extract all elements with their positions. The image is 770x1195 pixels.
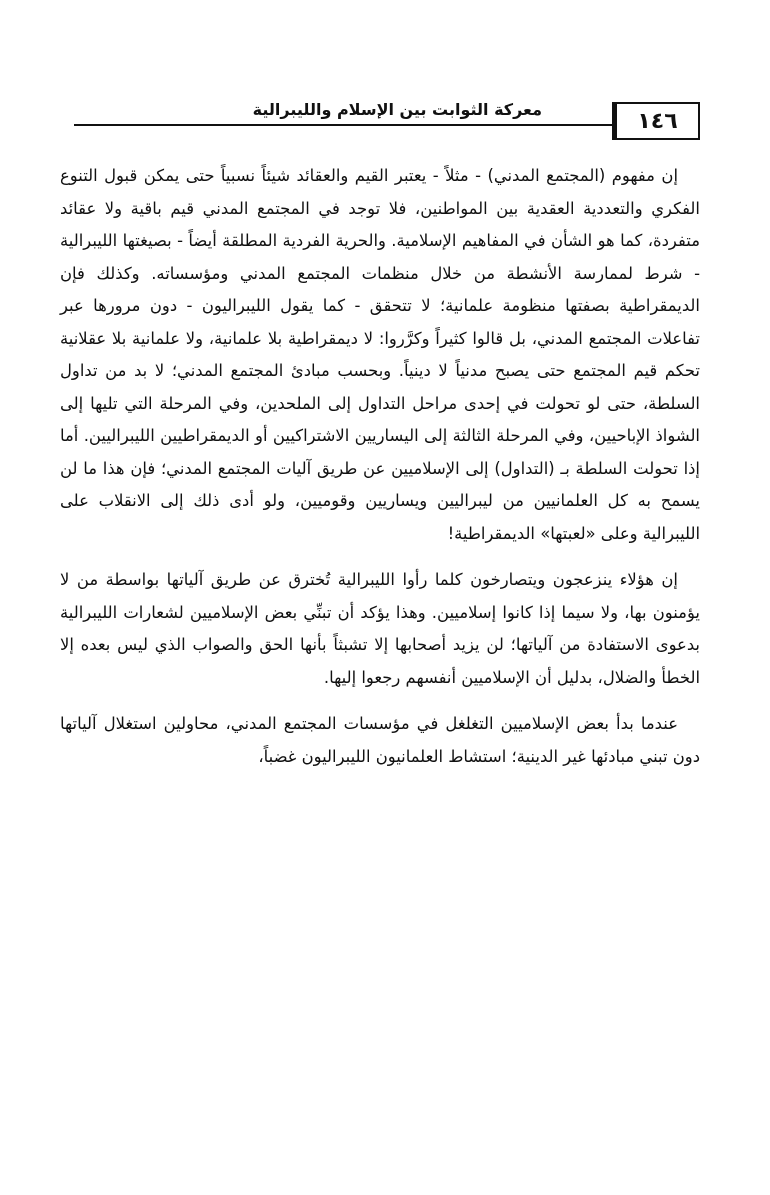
running-title: معركة الثوابت بين الإسلام والليبرالية [252, 100, 542, 119]
page-number: ١٤٦ [612, 102, 700, 140]
paragraph-3: عندما بدأ بعض الإسلاميين التغلغل في مؤسسات المجتمع المدني، محاولين استغلال آلياتها دون تبني مبادئها غير الدينية؛ استشاط العلمانيون الليبراليون غضباً، [60, 714, 700, 766]
paragraph-2: إن هؤلاء ينزعجون ويتصارخون كلما رأوا الليبرالية تُخترق عن طريق آلياتها بواسطة من لا يؤمنون بها، ولا سيما إذا كانوا إسلاميين. وهذا يؤكد أن تبنِّي بعض الإسلاميين لشعارات الليبرالية بدعوى الاستفادة من آلياتها؛ لن يزيد أصحابها إلا تشبثاً بأنها الحق والصواب الذي ليس بعده إلا الخطأ والضلال، بدليل أن الإسلاميين أنفسهم رجعوا إليها. [60, 570, 700, 687]
paragraph-1: إن مفهوم (المجتمع المدني) - مثلاً - يعتبر القيم والعقائد شيئاً نسبياً حتى يمكن قبول التنوع الفكري والتعددية العقدية بين المواطنين، فلا توجد في المجتمع المدني قيم باقية ولا عقائد متفردة، كما هو الشأن في المفاهيم الإسلامية. والحرية الفردية المطلقة أيضاً - بصيغتها الليبرالية - شرط لممارسة الأنشطة من خلال منظمات المجتمع المدني ومؤسساته. وكذلك فإن الديمقراطية بصفتها منظومة علمانية؛ لا تتحقق - كما يقول الليبراليون - دون مرورها عبر تفاعلات المجتمع المدني، بل قالوا كثيراً وكرَّروا: لا ديمقراطية بلا علمانية، ولا علمانية بلا عقلانية تحكم قيم المجتمع حتى يصبح مدنياً لا دينياً. وبحسب مبادئ المجتمع المدني؛ لا بد من تداول السلطة، حتى لو تحولت في إحدى مراحل التداول إلى الملحدين، وفي المرحلة التي تليها إلى الشواذ الإباحيين، وفي المرحلة الثالثة إلى اليساريين الاشتراكيين أو الديمقراطيين الليبراليين. أما إذا تحولت السلطة بـ (التداول) إلى الإسلاميين عن طريق آليات المجتمع المدني؛ فإن هذا ما لن يسمح به كل العلمانيين من ليبراليين ويساريين وقوميين، ولو أدى ذلك إلى الانقلاب على الليبرالية وعلى «لعبتها» الديمقراطية! [60, 166, 700, 543]
header-rule [74, 124, 612, 126]
body-text [60, 160, 700, 787]
